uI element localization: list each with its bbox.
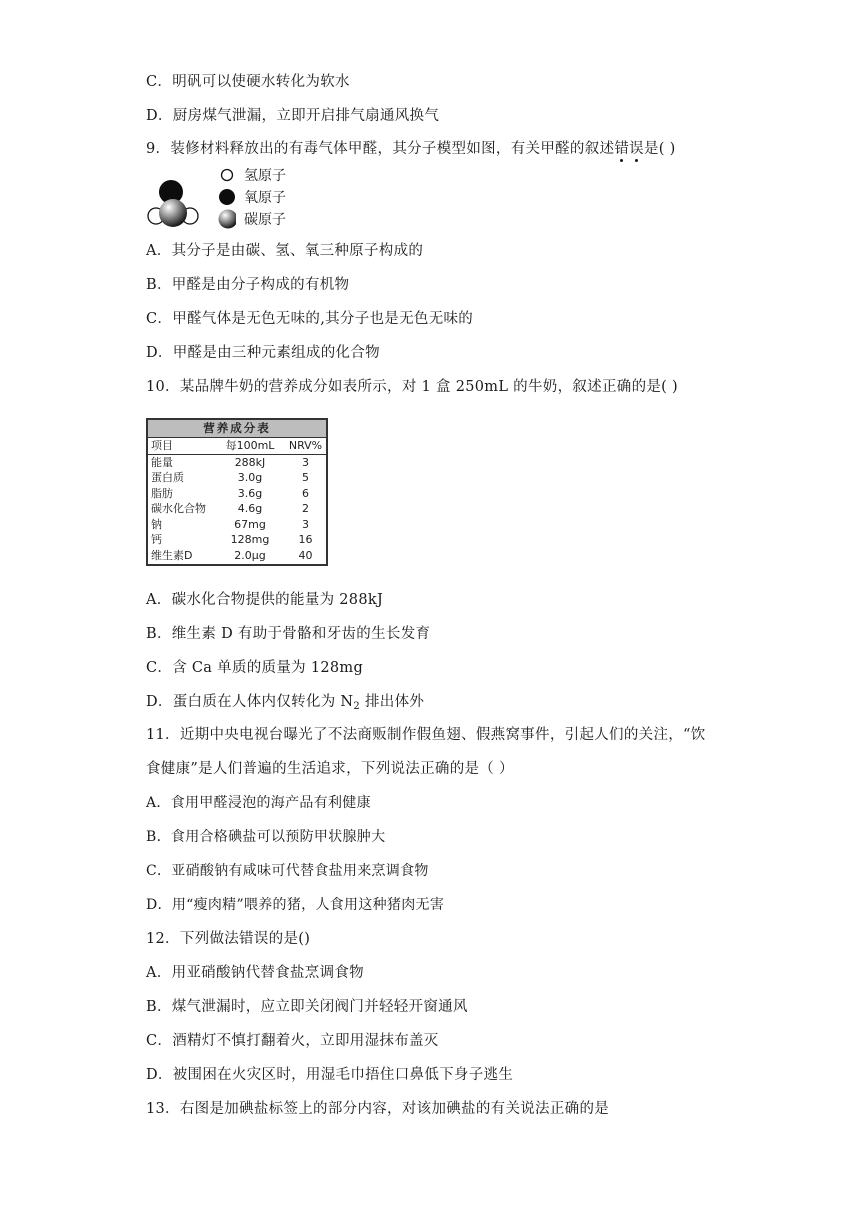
nutrition-facts-table [146,418,328,566]
q9-option-a: A．其分子是由碳、氢、氧三种原子构成的 [146,243,424,259]
q11-stem-line1: 11．近期中央电视台曝光了不法商贩制作假鱼翅、假燕窝事件，引起人们的关注，“饮 [146,727,706,743]
legend-item-carbon: 碳原子 [218,208,286,230]
table-row: 蛋白质 3.0g 5 [151,471,309,484]
q12-stem: 12．下列做法错误的是() [146,931,311,947]
legend-item-hydrogen: 氢原子 [218,164,286,186]
table-row: 钠 67mg 3 [151,517,309,531]
q10-option-c: C．含 Ca 单质的质量为 128mg [146,660,364,676]
nutrition-table-title: 营养成分表 [148,420,326,438]
atom-legend [218,164,286,230]
q11-option-c: C．亚硝酸钠有咸味可代替食盐用来烹调食物 [146,863,429,879]
carbon-atom-icon [218,210,236,228]
q11-option-d: D．用“瘦肉精”喂养的猪，人食用这种猪肉无害 [146,897,445,913]
table-row: 钙 128mg 16 [151,533,313,546]
emphasis-char: 误 [629,141,644,157]
q8-option-d: D．厨房煤气泄漏，立即开启排气扇通风换气 [146,108,440,124]
table-row: 维生素D 2.0μg 40 [151,548,313,562]
q10-option-a: A．碳水化合物提供的能量为 288kJ [146,592,384,608]
q10-option-d: D．蛋白质在人体内仅转化为 $N_2$ 排出体外 [146,694,425,712]
table-row: 能量 288kJ 3 [151,455,309,469]
q8-option-c: C．明矾可以使硬水转化为软水 [146,74,350,90]
q9-option-d: D．甲醛是由三种元素组成的化合物 [146,345,380,361]
q9-stem: 9．装修材料释放出的有毒气体甲醛，其分子模型如图，有关甲醛的叙述错误是( ) [146,141,676,157]
subscript: 2 [353,701,361,712]
table-row: 脂肪 3.6g 6 [151,486,309,500]
formaldehyde-molecule-model [146,176,206,232]
q9-option-c: C．甲醛气体是无色无味的,其分子也是无色无味的 [146,311,474,327]
q12-option-b: B．煤气泄漏时，应立即关闭阀门并轻轻开窗通风 [146,999,468,1015]
q12-option-a: A．用亚硝酸钠代替食盐烹调食物 [146,965,364,981]
q9-option-b: B．甲醛是由分子构成的有机物 [146,277,350,293]
q12-option-c: C．酒精灯不慎打翻着火，立即用湿抹布盖灭 [146,1033,439,1049]
legend-item-oxygen: 氧原子 [218,186,286,208]
hydrogen-atom-icon [218,166,236,184]
table-row: 碳水化合物 4.6g 2 [151,502,309,515]
oxygen-atom-icon [218,188,236,206]
q10-option-b: B．维生素 D 有助于骨骼和牙齿的生长发育 [146,626,431,642]
q11-option-b: B．食用合格碘盐可以预防甲状腺肿大 [146,829,386,845]
q10-stem: 10．某品牌牛奶的营养成分如表所示，对 1 盒 250mL 的牛奶，叙述正确的是( ) [146,379,678,395]
q13-stem: 13．右图是加碘盐标签上的部分内容，对该加碘盐的有关说法正确的是 [146,1101,610,1117]
q11-option-a: A．食用甲醛浸泡的海产品有利健康 [146,795,371,811]
q11-stem-line2: 食健康”是人们普遍的生活追求，下列说法正确的是（ ） [146,761,514,777]
emphasis-char: 错 [614,141,630,157]
nutrition-table-header: 项目 每100mL NRV% [148,438,326,455]
q12-option-d: D．被围困在火灾区时，用湿毛巾捂住口鼻低下身子逃生 [146,1067,514,1083]
carbon-atom [159,199,187,227]
